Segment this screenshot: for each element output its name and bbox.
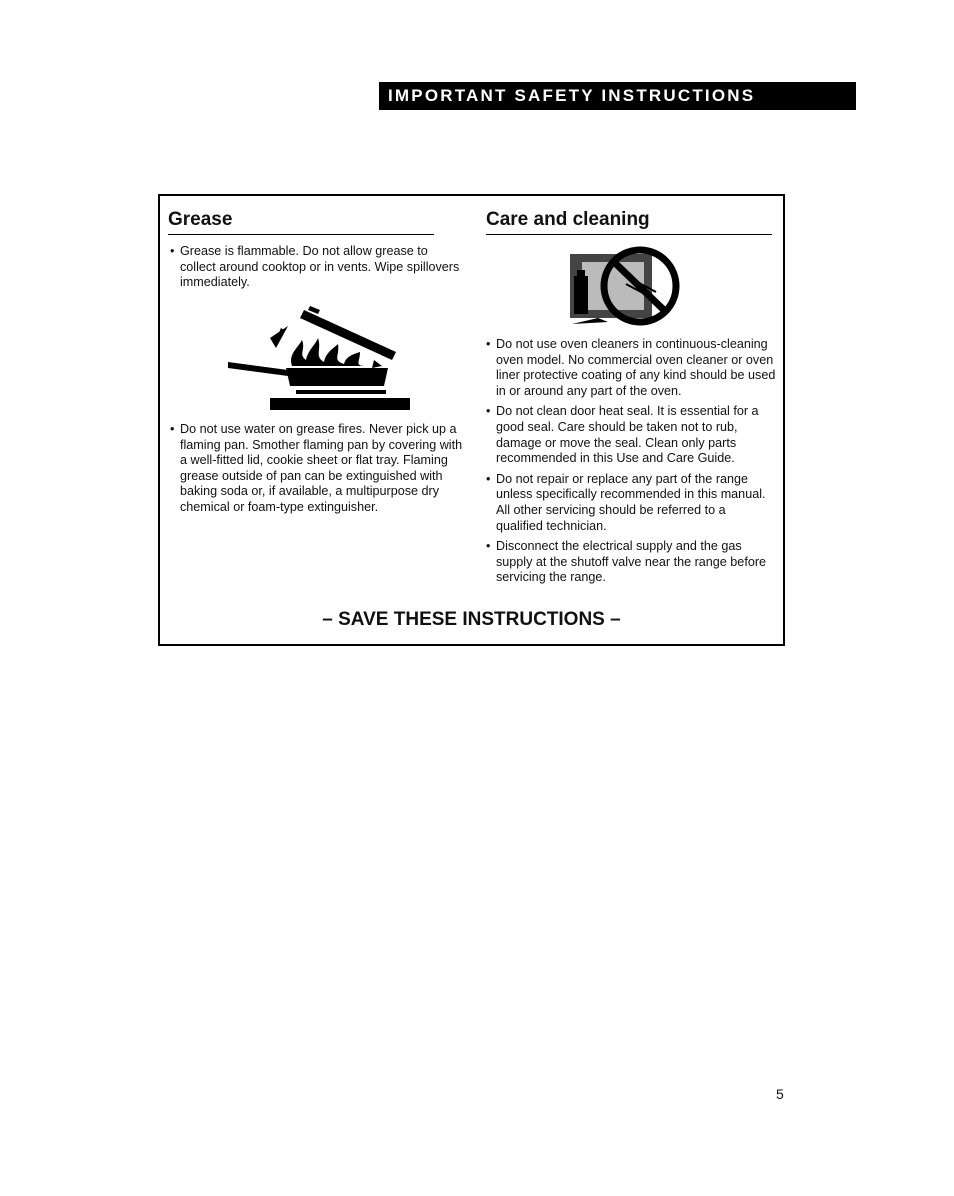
no-oven-cleaner-icon (568, 246, 680, 330)
care-cleaning-heading: Care and cleaning (486, 209, 772, 235)
list-item: • Disconnect the electrical supply and the gas supply at the shutoff valve near the range before servicing the range. (486, 539, 776, 586)
list-item: • Do not use oven cleaners in continuous-cleaning oven model. No commercial oven cleaner or oven liner protective coating of any kind should be used in or around any part of the oven. (486, 337, 776, 399)
flaming-pan-lid-icon (226, 304, 416, 414)
list-item: • Do not repair or replace any part of the range unless specifically recommended in this manual. All other servicing should be referred to a qualified technician. (486, 472, 776, 534)
list-item: • Do not use water on grease fires. Never pick up a flaming pan. Smother flaming pan by covering with a well-fitted lid, cookie sheet or flat tray. Flaming grease outside of pan can be extinguished with baking soda or, if available, a multipurpose dry chemical or foam-type extinguisher. (170, 422, 466, 516)
care-cleaning-bullets (486, 337, 776, 591)
page-number: 5 (776, 1086, 784, 1102)
save-instructions: – SAVE THESE INSTRUCTIONS – (322, 609, 621, 630)
grease-bullets-top (170, 244, 460, 296)
grease-bullets-bottom (170, 422, 466, 521)
list-item: • Do not clean door heat seal. It is essential for a good seal. Care should be taken not to rub, damage or move the seal. Clean only parts recommended in this Use and Care Guide. (486, 404, 776, 466)
list-item: • Grease is flammable. Do not allow grease to collect around cooktop or in vents. Wipe spillovers immediately. (170, 244, 460, 291)
grease-heading: Grease (168, 209, 434, 235)
section-header: IMPORTANT SAFETY INSTRUCTIONS (379, 82, 856, 110)
